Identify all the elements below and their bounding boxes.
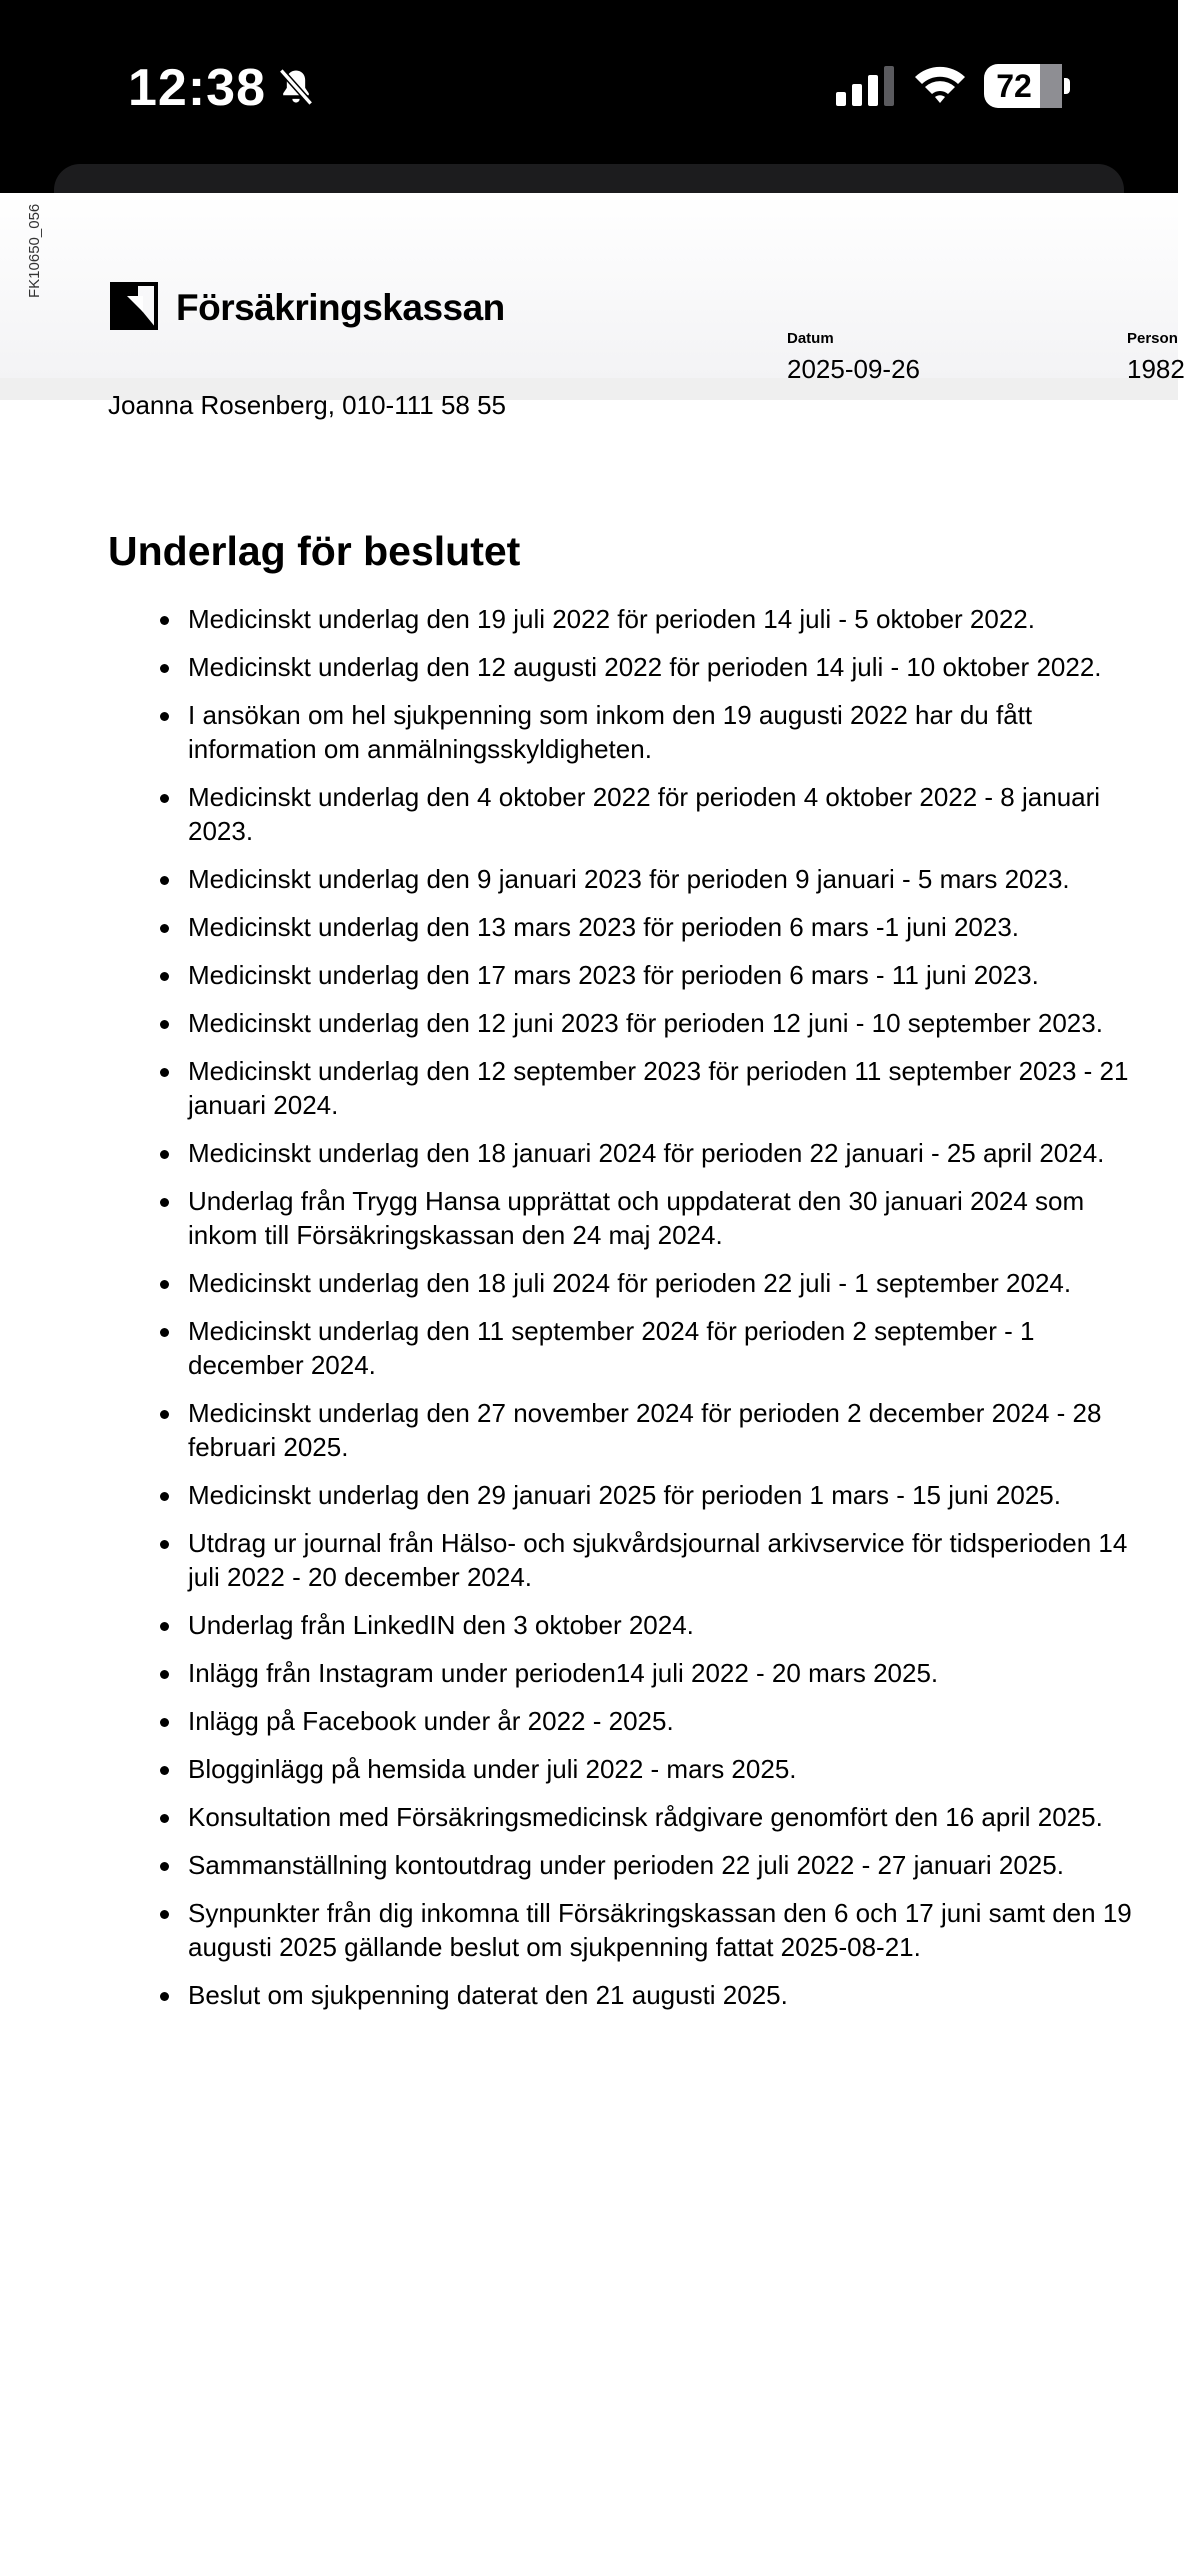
list-item bbox=[108, 1978, 1148, 2012]
cellular-signal-icon bbox=[836, 66, 896, 106]
bullet-icon bbox=[160, 1150, 169, 1159]
list-item-text: I ansökan om hel sjukpenning som inkom den 19 augusti 2022 har du fått information om anmälningsskyldigheten. bbox=[188, 700, 1033, 764]
list-item bbox=[108, 1752, 1148, 1786]
bullet-icon bbox=[160, 1198, 169, 1207]
list-item bbox=[108, 1656, 1148, 1690]
bullet-icon bbox=[160, 1328, 169, 1337]
person-number-value: 1982 bbox=[1127, 354, 1185, 384]
wifi-icon bbox=[912, 62, 968, 106]
list-item-text: Inlägg på Facebook under år 2022 - 2025. bbox=[188, 1706, 674, 1736]
sheet-header bbox=[0, 193, 1178, 378]
list-item-text: Konsultation med Försäkringsmedicinsk rådgivare genomfört den 16 april 2025. bbox=[188, 1802, 1103, 1832]
list-item bbox=[108, 862, 1148, 896]
date-value: 2025-09-26 bbox=[787, 354, 920, 384]
bullet-icon bbox=[160, 1020, 169, 1029]
list-item bbox=[108, 910, 1148, 944]
list-item bbox=[108, 1266, 1148, 1300]
bullet-icon bbox=[160, 712, 169, 721]
bullet-icon bbox=[160, 1540, 169, 1549]
bullet-icon bbox=[160, 1718, 169, 1727]
bullet-icon bbox=[160, 1766, 169, 1775]
list-item-text: Medicinskt underlag den 18 juli 2024 för perioden 22 juli - 1 september 2024. bbox=[188, 1268, 1072, 1298]
bullet-icon bbox=[160, 1862, 169, 1871]
bullet-icon bbox=[160, 1410, 169, 1419]
bullet-icon bbox=[160, 1622, 169, 1631]
list-item-text: Medicinskt underlag den 12 juni 2023 för perioden 12 juni - 10 september 2023. bbox=[188, 1008, 1103, 1038]
battery-icon bbox=[984, 64, 1070, 108]
list-item bbox=[108, 602, 1148, 636]
list-item-text: Underlag från Trygg Hansa upprättat och uppdaterat den 30 januari 2024 som inkom till Försäkringskassan den 24 maj 2024. bbox=[188, 1186, 1085, 1250]
list-item bbox=[108, 650, 1148, 684]
list-item-text: Medicinskt underlag den 18 januari 2024 för perioden 22 januari - 25 april 2024. bbox=[188, 1138, 1105, 1168]
list-item bbox=[108, 1800, 1148, 1834]
section-heading: Underlag för beslutet bbox=[108, 528, 521, 574]
list-item bbox=[108, 1006, 1148, 1040]
list-item-text: Medicinskt underlag den 11 september 2024 för perioden 2 september - 1 december 2024. bbox=[188, 1316, 1035, 1380]
bullet-icon bbox=[160, 616, 169, 625]
bullet-icon bbox=[160, 1280, 169, 1289]
bell-slash-icon bbox=[274, 64, 318, 110]
list-item-text: Medicinskt underlag den 29 januari 2025 för perioden 1 mars - 15 juni 2025. bbox=[188, 1480, 1061, 1510]
list-item-text: Medicinskt underlag den 12 augusti 2022 för perioden 14 juli - 10 oktober 2022. bbox=[188, 652, 1102, 682]
list-item-text: Medicinskt underlag den 19 juli 2022 för perioden 14 juli - 5 oktober 2022. bbox=[188, 604, 1035, 634]
logo-mark-icon bbox=[110, 282, 158, 330]
battery-percentage: 72 bbox=[996, 68, 1032, 104]
list-item-text: Underlag från LinkedIN den 3 oktober 2024. bbox=[188, 1610, 694, 1640]
bullet-icon bbox=[160, 1910, 169, 1919]
list-item bbox=[108, 698, 1148, 766]
logo-text: Försäkringskassan bbox=[176, 287, 505, 328]
bullet-icon bbox=[160, 1670, 169, 1679]
list-item-text: Beslut om sjukpenning daterat den 21 augusti 2025. bbox=[188, 1980, 788, 2010]
bullet-icon bbox=[160, 1992, 169, 2001]
list-item bbox=[108, 1054, 1148, 1122]
list-item bbox=[108, 1314, 1148, 1382]
bullet-icon bbox=[160, 1068, 169, 1077]
evidence-list bbox=[108, 602, 1148, 2026]
list-item-text: Utdrag ur journal från Hälso- och sjukvårdsjournal arkivservice för tidsperioden 14 juli 2022 - 20 december 2024. bbox=[188, 1528, 1128, 1592]
list-item bbox=[108, 1704, 1148, 1738]
list-item bbox=[108, 1608, 1148, 1642]
bullet-icon bbox=[160, 794, 169, 803]
list-item-text: Synpunkter från dig inkomna till Försäkringskassan den 6 och 17 juni samt den 19 augusti 2025 gällande beslut om sjukpenning fattat 2025-08-21. bbox=[188, 1898, 1132, 1962]
date-label: Datum bbox=[787, 330, 834, 347]
form-code: FK10650_056 bbox=[26, 203, 43, 298]
list-item-text: Medicinskt underlag den 13 mars 2023 för perioden 6 mars -1 juni 2023. bbox=[188, 912, 1020, 942]
bullet-icon bbox=[160, 876, 169, 885]
list-item bbox=[108, 780, 1148, 848]
list-item-text: Medicinskt underlag den 17 mars 2023 för perioden 6 mars - 11 juni 2023. bbox=[188, 960, 1039, 990]
list-item bbox=[108, 1526, 1148, 1594]
list-item bbox=[108, 1184, 1148, 1252]
status-time: 12:38 bbox=[128, 59, 266, 117]
bullet-icon bbox=[160, 664, 169, 673]
list-item bbox=[108, 1848, 1148, 1882]
bullet-icon bbox=[160, 972, 169, 981]
list-item-text: Medicinskt underlag den 27 november 2024 för perioden 2 december 2024 - 28 februari 2025. bbox=[188, 1398, 1102, 1462]
list-item-text: Sammanställning kontoutdrag under perioden 22 juli 2022 - 27 januari 2025. bbox=[188, 1850, 1064, 1880]
list-item bbox=[108, 1136, 1148, 1170]
list-item-text: Medicinskt underlag den 12 september 2023 för perioden 11 september 2023 - 21 januari 2024. bbox=[188, 1056, 1129, 1120]
list-item-text: Medicinskt underlag den 4 oktober 2022 för perioden 4 oktober 2022 - 8 januari 2023. bbox=[188, 782, 1101, 846]
list-item-text: Inlägg från Instagram under perioden14 juli 2022 - 20 mars 2025. bbox=[188, 1658, 939, 1688]
list-item bbox=[108, 958, 1148, 992]
list-item-text: Medicinskt underlag den 9 januari 2023 för perioden 9 januari - 5 mars 2023. bbox=[188, 864, 1070, 894]
person-number-label: Person bbox=[1127, 330, 1178, 347]
list-item-text: Blogginlägg på hemsida under juli 2022 - mars 2025. bbox=[188, 1754, 797, 1784]
bullet-icon bbox=[160, 924, 169, 933]
contact-info: Joanna Rosenberg, 010-111 58 55 bbox=[108, 390, 507, 420]
bullet-icon bbox=[160, 1814, 169, 1823]
list-item bbox=[108, 1896, 1148, 1964]
list-item bbox=[108, 1396, 1148, 1464]
bullet-icon bbox=[160, 1492, 169, 1501]
list-item bbox=[108, 1478, 1148, 1512]
